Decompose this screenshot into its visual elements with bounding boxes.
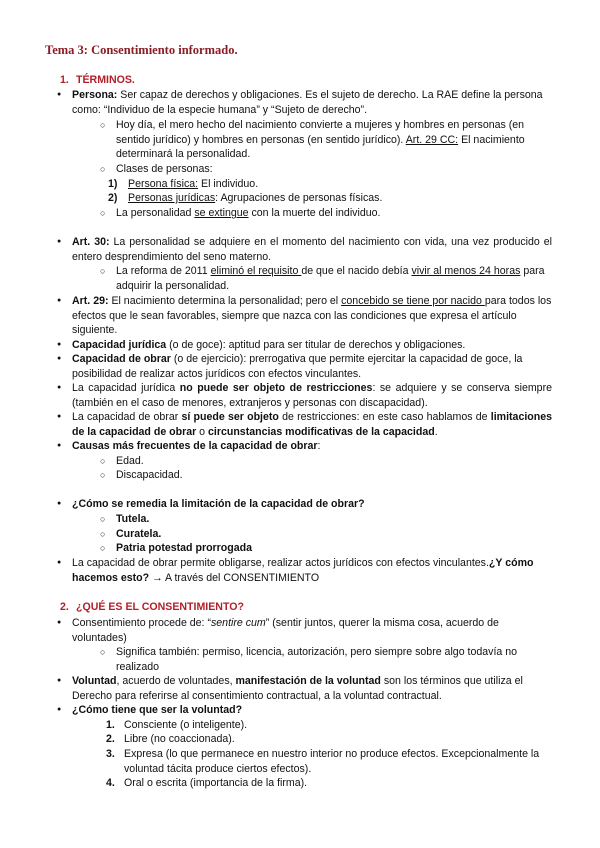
sub-bullet-patria-potestad: ○ Patria potestad prorrogada (116, 541, 556, 556)
bullet-como-voluntad: ● ¿Cómo tiene que ser la voluntad? (72, 703, 552, 718)
bullet-capacidad-juridica: ● Capacidad jurídica (o de goce): aptitud para ser titular de derechos y obligaciones. (72, 338, 552, 353)
section-heading-terminos: 1. TÉRMINOS. (60, 74, 135, 86)
sub-bullet-extingue: ○ La personalidad se extingue con la muerte del individuo. (116, 206, 556, 221)
bullet-remedia: ● ¿Cómo se remedia la limitación de la capacidad de obrar? (72, 497, 552, 512)
bullet-no-restricciones: ● La capacidad jurídica no puede ser objeto de restricciones: se adquiere y se conserva siempre (también en el caso de menores, extranjeros y personas con discapacidad). (72, 381, 552, 410)
sub-bullet-reforma-2011: ○ La reforma de 2011 eliminó el requisito de que el nacido debía vivir al menos 24 horas para adquirir la personalidad. (116, 264, 556, 293)
bullet-persona: ● Persona: Ser capaz de derechos y obligaciones. Es el sujeto de derecho. La RAE define la persona como: “Individuo de la especie humana” y “Sujeto de derecho”. (72, 88, 552, 117)
sub-bullet-curatela: ○ Curatela. (116, 527, 556, 542)
bullet-sentire-cum: ● Consentimiento procede de: “sentire cum” (sentir juntos, querer la misma cosa, acuerdo de voluntades) (72, 616, 552, 645)
bullet-voluntad: ● Voluntad, acuerdo de voluntades, manifestación de la voluntad son los términos que utiliza el Derecho para referirse al consentimiento contractual, a la voluntad contractual. (72, 674, 552, 703)
sub-bullet-edad: ○ Edad. (116, 454, 556, 469)
page-title: Tema 3: Consentimiento informado. (45, 43, 238, 57)
bullet-obligarse: ● La capacidad de obrar permite obligarse, realizar actos jurídicos con efectos vinculantes.¿Y cómo hacemos esto? → A través del CONSENTIMIENTO (72, 556, 552, 585)
section-heading-consentimiento: 2. ¿QUÉ ES EL CONSENTIMIENTO? (60, 601, 244, 613)
numbered-expresa: 3. Expresa (lo que permanece en nuestro interior no produce efectos. Excepcionalmente la voluntad tácita produce ciertos efectos). (106, 748, 540, 775)
sub-bullet-clases: ○ Clases de personas: (116, 162, 556, 177)
bullet-art-29: ● Art. 29: El nacimiento determina la personalidad; pero el concebido se tiene por nacido para todos los efectos que le sean favorables, siempre que nazca con las condiciones que expresa el artículo siguiente. (72, 294, 552, 338)
bullet-capacidad-obrar: ● Capacidad de obrar (o de ejercicio): prerrogativa que permite ejercitar la capacidad de goce, la posibilidad de realizar actos jurídicos con efectos vinculantes. (72, 352, 552, 381)
sub-bullet-significa: ○ Significa también: permiso, licencia, autorización, pero siempre sobre algo todavía no realizado (116, 645, 556, 674)
bullet-art-30: ● Art. 30: La personalidad se adquiere en el momento del nacimiento con vida, una vez producido el entero desprendimiento del seno materno. (72, 235, 552, 264)
sub-bullet-tutela: ○ Tutela. (116, 512, 556, 527)
bullet-causas: ● Causas más frecuentes de la capacidad de obrar: (72, 439, 552, 454)
numbered-consciente: 1. Consciente (o inteligente). (106, 719, 248, 731)
sub-bullet-hoy-dia: ○ Hoy día, el mero hecho del nacimiento convierte a mujeres y hombres en personas (en sentido jurídico) y hombres en personas (en sentido jurídico). Art. 29 CC: El nacimiento determinará la personalidad. (116, 118, 556, 162)
sub-bullet-discapacidad: ○ Discapacidad. (116, 468, 556, 483)
numbered-libre: 2. Libre (no coaccionada). (106, 733, 235, 745)
numbered-personas-juridicas: 2) Personas jurídicas: Agrupaciones de personas físicas. (108, 192, 383, 204)
numbered-persona-fisica: 1) Persona física: El individuo. (108, 178, 259, 190)
numbered-oral-escrita: 4. Oral o escrita (importancia de la firma). (106, 777, 308, 789)
bullet-limitaciones: ● La capacidad de obrar sí puede ser objeto de restricciones: en este caso hablamos de limitaciones de la capacidad de obrar o circunstancias modificativas de la capacidad. (72, 410, 552, 439)
